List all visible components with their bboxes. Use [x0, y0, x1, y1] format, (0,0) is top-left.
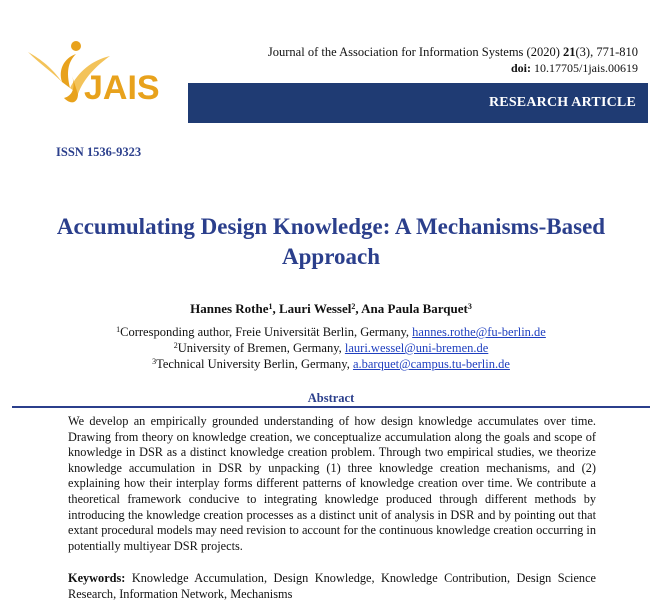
article-type-banner: [188, 83, 648, 123]
author-separator: ,: [272, 301, 280, 316]
paper-title-line-2: Approach: [282, 244, 380, 269]
journal-citation: [268, 44, 638, 60]
author-email-link[interactable]: a.barquet@campus.tu-berlin.de: [352, 357, 510, 371]
author-name: Hannes Rothe: [190, 301, 269, 316]
affiliation-text: Technical University Berlin, Germany,: [156, 357, 353, 371]
issn: ISSN 1536-9323: [56, 145, 142, 159]
author-email-link[interactable]: lauri.wessel@uni-bremen.de: [344, 341, 489, 355]
author-separator: ,: [355, 301, 362, 316]
author-name: Ana Paula Barquet: [361, 301, 468, 316]
affiliation: [10, 340, 652, 356]
doi-value: 10.17705/1jais.00619: [531, 61, 638, 75]
affiliation-marker: 3: [152, 357, 157, 366]
abstract-heading: Abstract: [307, 391, 355, 405]
affiliation: [10, 324, 652, 340]
journal-suffix: (3), 771-810: [575, 45, 638, 59]
jais-logo: [18, 36, 188, 126]
affiliation-marker: 1: [116, 325, 121, 334]
author-list: [10, 301, 652, 317]
paper-title-line-1: Accumulating Design Knowledge: A Mechanisms-Based: [56, 214, 606, 239]
paper-title: [10, 212, 652, 272]
journal-prefix: Journal of the Association for Information Systems (2020): [267, 45, 563, 59]
affiliation: [10, 356, 652, 372]
affiliation-text: Corresponding author, Freie Universität Berlin, Germany,: [120, 325, 413, 339]
article-type-label: RESEARCH ARTICLE: [488, 95, 636, 110]
affiliation-text: University of Bremen, Germany,: [177, 341, 345, 355]
logo-text: JAIS: [84, 69, 160, 107]
journal-volume: 21: [563, 45, 576, 59]
jais-logo-graphic: [18, 36, 188, 126]
author-name: Lauri Wessel: [279, 301, 352, 316]
doi-line: [511, 60, 638, 76]
abstract-text: We develop an empirically grounded understanding of how design knowledge accumulates over time. Drawing from theory on knowledge creation, we conceptualize accumulation along the goals and scope of knowledge in DSR as a distinct knowledge creation problem. Through two empirical studies, we theorize knowledge accumulation in DSR by unpacking (1) three knowledge creation mechanisms, and (2) explaining how their interplay forms different patterns of knowledge creation over time. We contribute a theoretical framework conducive to integrating knowledge produced through different methods by introducing the knowledge creation processes as a distinct unit of analysis in DSR and by pointing out that extant procedural models may need revision to account for the continuous knowledge creation occurring in potentially multiyear DSR projects.: [68, 414, 596, 553]
affiliation-marker: 2: [173, 341, 178, 350]
author-affil-marker: 3: [467, 302, 472, 311]
keywords-text: Knowledge Accumulation, Design Knowledge, Knowledge Contribution, Design Science Research, Information Network, Mechanisms: [68, 571, 596, 601]
abstract-divider: [12, 406, 650, 408]
doi-label: doi:: [510, 61, 531, 75]
keywords: [68, 571, 596, 602]
author-affil-marker: 2: [351, 302, 356, 311]
keywords-label: Keywords:: [68, 571, 126, 585]
author-affil-marker: 1: [268, 302, 273, 311]
author-email-link[interactable]: hannes.rothe@fu-berlin.de: [412, 325, 546, 339]
